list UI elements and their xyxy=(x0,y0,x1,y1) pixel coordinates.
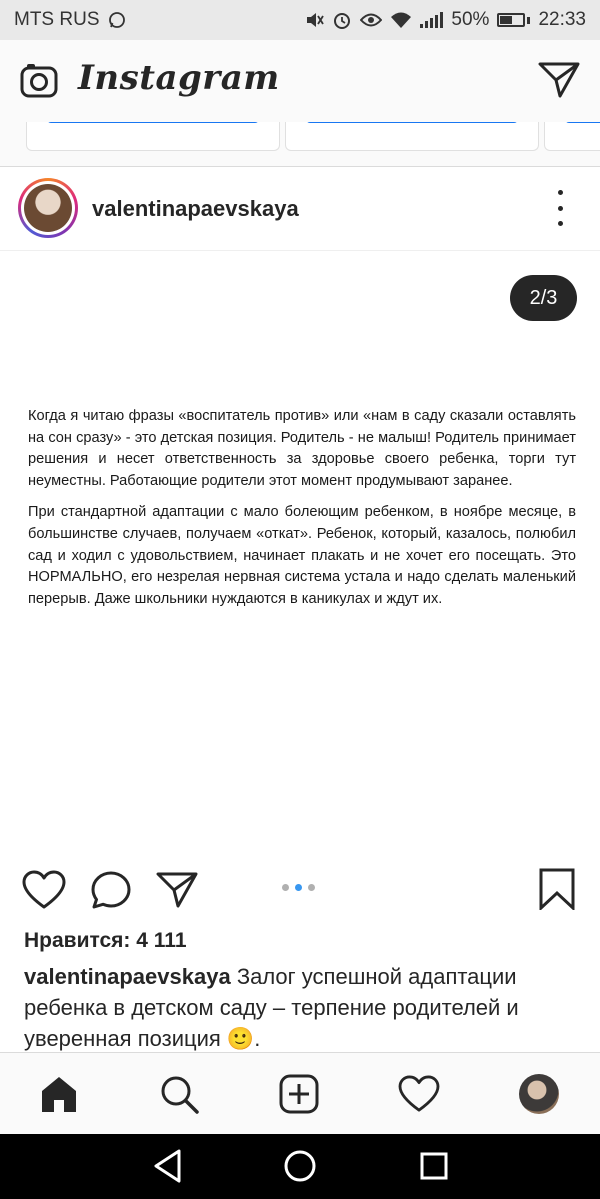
suggestion-card[interactable] xyxy=(26,122,280,151)
system-navigation xyxy=(0,1134,600,1199)
caption-text: Залог успешной адаптации ребенка в детском саду – терпение родителей и уверенная позиция 🙂. xyxy=(24,964,519,1051)
battery-icon xyxy=(497,13,525,27)
post-media[interactable] xyxy=(0,251,600,858)
nav-home[interactable] xyxy=(38,1073,80,1115)
back-icon[interactable] xyxy=(152,1148,184,1184)
carousel-dot xyxy=(308,884,315,891)
post-paragraph: При стандартной адаптации с мало болеющим ребенком, в ноябре месяце, в большинстве случаев, получаем «откат». Ребенок, который, казалось, полюбил сад и ходил с удовольствием, начинает плакать и не хочет его посещать. Это НОРМАЛЬНО, его незрелая нервная система устала и надо сделать маленький перерыв. Даже школьники нуждаются в каникулах и ждут их. xyxy=(28,504,576,607)
status-time: 22:33 xyxy=(538,9,586,30)
carousel-indicator xyxy=(282,884,315,891)
share-icon[interactable] xyxy=(156,870,198,910)
more-options-icon[interactable] xyxy=(552,190,568,226)
nav-search[interactable] xyxy=(158,1073,200,1115)
signal-icon xyxy=(420,12,443,28)
eye-icon xyxy=(360,12,382,28)
activity-heart-icon xyxy=(398,1075,440,1113)
post-username[interactable]: valentinapaevskaya xyxy=(92,196,299,221)
suggestions-strip xyxy=(0,122,600,167)
add-post-icon xyxy=(279,1074,319,1114)
status-right xyxy=(304,9,586,31)
direct-message-icon[interactable] xyxy=(538,60,580,100)
nav-add[interactable] xyxy=(278,1073,320,1115)
camera-icon[interactable] xyxy=(20,62,58,100)
likes-count[interactable]: Нравится: 4 111 xyxy=(24,929,187,952)
carousel-dot xyxy=(282,884,289,891)
follow-button[interactable] xyxy=(565,122,600,123)
suggestion-card[interactable] xyxy=(285,122,539,151)
bottom-navigation xyxy=(0,1052,600,1135)
battery-tip xyxy=(527,17,530,24)
alarm-icon xyxy=(332,10,352,30)
post-paragraph: Когда я читаю фразы «воспитатель против» или «нам в саду сказали оставлять на сон сразу» - это детская позиция. Родитель - не малыш! Родитель принимает решения и несет ответственность за здоровье своего ребенка, торги тут неуместны. Работающие родители этот момент продумывают заранее. xyxy=(28,408,576,489)
nav-profile[interactable] xyxy=(518,1073,560,1115)
whatsapp-icon xyxy=(108,11,126,29)
comment-icon[interactable] xyxy=(90,870,132,910)
mute-icon xyxy=(304,11,324,29)
recents-icon[interactable] xyxy=(418,1148,450,1184)
caption-username[interactable]: valentinapaevskaya xyxy=(24,964,231,989)
nav-activity[interactable] xyxy=(398,1073,440,1115)
app-bar xyxy=(0,40,600,122)
home-icon xyxy=(39,1074,79,1114)
follow-button[interactable] xyxy=(47,122,259,123)
status-bar xyxy=(0,0,600,40)
search-icon xyxy=(159,1074,199,1114)
battery-percent: 50% xyxy=(451,9,490,30)
heart-icon[interactable] xyxy=(22,870,66,910)
carrier-label: MTS RUS xyxy=(14,9,100,30)
post-header xyxy=(0,166,600,251)
post-image-text xyxy=(28,406,576,620)
slide-counter: 2/3 xyxy=(510,275,577,321)
avatar[interactable] xyxy=(18,178,78,238)
instagram-logo: Instagram xyxy=(78,58,280,98)
follow-button[interactable] xyxy=(306,122,518,123)
suggestion-card[interactable] xyxy=(544,122,600,151)
bookmark-icon[interactable] xyxy=(538,868,576,910)
post-actions xyxy=(0,858,600,922)
avatar-photo xyxy=(24,184,72,232)
carousel-dot-active xyxy=(295,884,302,891)
home-circle-icon[interactable] xyxy=(283,1148,317,1184)
post-caption xyxy=(24,961,584,1054)
profile-avatar xyxy=(519,1074,559,1114)
status-left xyxy=(14,9,126,31)
avatar-border xyxy=(21,181,75,235)
wifi-icon xyxy=(390,11,412,29)
